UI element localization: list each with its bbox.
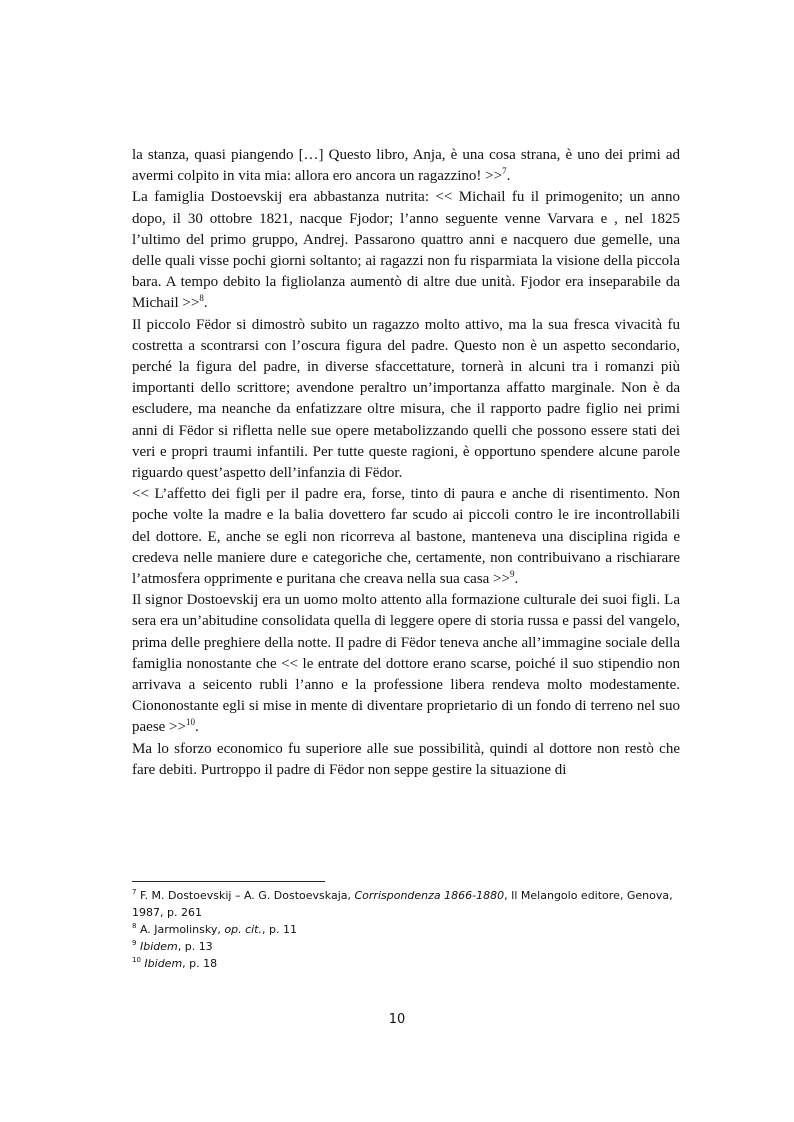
paragraph-end: . bbox=[514, 571, 519, 588]
footnote-ref: 10 bbox=[185, 717, 195, 728]
paragraph bbox=[132, 145, 680, 187]
paragraph-end: . bbox=[203, 295, 208, 312]
paragraph bbox=[132, 739, 680, 781]
footnote-ref: 9 bbox=[509, 569, 515, 580]
paragraph-text: Il signor Dostoevskij era un uomo molto attento alla formazione culturale dei suoi figli. La sera era un’abitudine consolidata quella di leggere opere di storia russa e passi del vangelo, prima delle preghiere della notte. Il padre di Fëdor teneva anche all’immagine sociale della famiglia nonostante che << le entrate del dottore erano scarse, poiché il suo stipendio non arrivava a seicento rubli l’anno e la professione libera rendeva molto modestamente. Ciononostante egli si mise in mente di diventare proprietario di un fondo di terreno nel suo paese >> bbox=[132, 592, 680, 736]
page-number: 10 bbox=[388, 1012, 406, 1027]
footnote-title: op. cit. bbox=[224, 923, 262, 936]
paragraph-text: << L’affetto dei figli per il padre era, forse, tinto di paura e anche di risentimento. Non poche volte la madre e la balia dovettero far scudo ai piccoli contro le ire incontrollabili del dottore. E, anche se egli non ricorreva al bastone, manteneva una disciplina rigida e credeva nelle maniere dure e categoriche che, certamente, non contribuivano a rischiarare l’atmosfera opprimente e puritana che creava nella sua casa >> bbox=[132, 486, 680, 588]
footnote-text: F. M. Dostoevskij – A. G. Dostoevskaja, bbox=[139, 889, 355, 902]
paragraph bbox=[132, 484, 680, 590]
paragraph-text: Ma lo sforzo economico fu superiore alle sue possibilità, quindi al dottore non restò che fare debiti. Purtroppo il padre di Fëdor non seppe gestire la situazione di bbox=[132, 740, 680, 778]
footnotes bbox=[132, 887, 680, 972]
footnote-number: 8 bbox=[132, 922, 137, 930]
paragraph bbox=[132, 315, 680, 485]
paragraph bbox=[132, 187, 680, 314]
footnote bbox=[132, 955, 680, 972]
footnote-ref: 7 bbox=[502, 166, 507, 177]
footnote-text: A. Jarmolinsky, bbox=[139, 923, 225, 936]
footnote-number: 10 bbox=[132, 956, 141, 964]
footnote-title: Ibidem bbox=[139, 940, 178, 953]
footnote-ref: 8 bbox=[199, 293, 204, 304]
footnote-text: , Il Melangolo editore, Genova, 1987, p. 261 bbox=[132, 889, 673, 919]
paragraph-end: . bbox=[506, 168, 511, 185]
footnote bbox=[132, 921, 680, 938]
footnote-number: 9 bbox=[132, 939, 137, 947]
paragraph-text: Il piccolo Fëdor si dimostrò subito un ragazzo molto attivo, ma la sua fresca vivacità fu costretta a scontrarsi con l’oscura figura del padre. Questo non è un aspetto secondario, perché la figura del padre, in diverse sfaccettature, tornerà in alcuni tra i romanzi più importanti dello scrittore; avendone peraltro un’importanza affatto marginale. Non è da escludere, ma neanche da enfatizzare oltre misura, che il rapporto padre figlio nei primi anni di Fëdor si rifletta nelle sue opere metabolizzando quelli che possono essere stati dei veri e propri traumi infantili. Per tutte queste ragioni, è opportuno spendere alcune parole riguardo quest’aspetto dell’infanzia di Fëdor. bbox=[132, 316, 680, 482]
paragraph-end: . bbox=[194, 719, 199, 736]
footnote bbox=[132, 938, 680, 955]
paragraph bbox=[132, 590, 680, 738]
body-text bbox=[132, 145, 680, 781]
footnote-number: 7 bbox=[132, 888, 137, 896]
footnote-text: , p. 13 bbox=[177, 940, 213, 953]
footnote-text: , p. 18 bbox=[182, 957, 218, 970]
paragraph-text: La famiglia Dostoevskij era abbastanza nutrita: << Michail fu il primogenito; un anno dopo, il 30 ottobre 1821, nacque Fjodor; l’anno seguente venne Varvara e , nel 1825 l’ultimo del primo gruppo, Andrej. Passarono quattro anni e nacquero due gemelle, una delle quali visse pochi giorni soltanto; ai ragazzi non fu risparmiata la visione della piccola bara. A tempo debito la figliolanza aumentò di altre due unità. Fjodor era inseparabile da Michail >> bbox=[132, 189, 680, 312]
footnote-title: Corrispondenza 1866-1880 bbox=[354, 889, 505, 902]
footnote-title: Ibidem bbox=[144, 957, 183, 970]
footnote-separator bbox=[132, 881, 325, 882]
footnote bbox=[132, 887, 680, 921]
paragraph-text: la stanza, quasi piangendo […] Questo libro, Anja, è una cosa strana, è uno dei primi ad avermi colpito in vita mia: allora ero ancora un ragazzino! >> bbox=[132, 147, 680, 185]
footnote-text: , p. 11 bbox=[261, 923, 297, 936]
